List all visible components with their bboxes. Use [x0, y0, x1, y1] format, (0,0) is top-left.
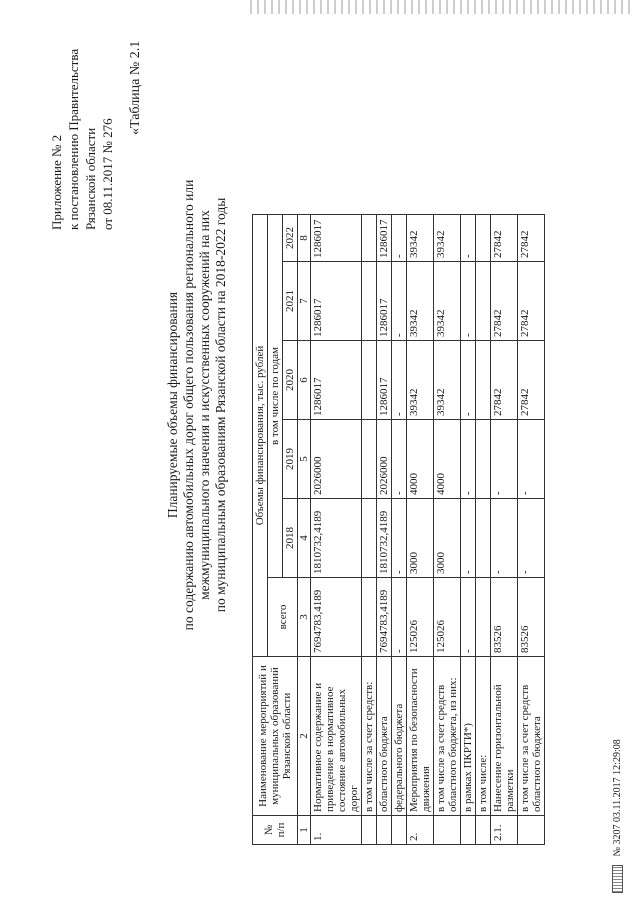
- table-row: [491, 215, 518, 845]
- table-cell-y2021: [362, 262, 377, 341]
- table-cell-no: [518, 816, 545, 845]
- table-cell-y2019: 2026000: [377, 420, 392, 499]
- table-cell-y2019: 4000: [434, 420, 461, 499]
- table-cell-y2019: 4000: [407, 420, 434, 499]
- header-year: 2018: [283, 499, 298, 578]
- table-cell-y2021: 39342: [407, 262, 434, 341]
- table-cell-name: в том числе:: [476, 657, 491, 816]
- table-cell-y2021: 39342: [434, 262, 461, 341]
- column-number: 1: [298, 816, 311, 845]
- appendix-line: Приложение № 2: [49, 134, 64, 230]
- table-cell-y2022: 1286017: [377, 215, 392, 262]
- table-cell-y2019: 2026000: [311, 420, 362, 499]
- table-row: [392, 215, 407, 845]
- table-cell-total: -: [392, 578, 407, 657]
- table-cell-y2019: [362, 420, 377, 499]
- table-cell-y2019: -: [518, 420, 545, 499]
- table-body: [311, 215, 545, 845]
- table-cell-total: 83526: [491, 578, 518, 657]
- table-row: [377, 215, 392, 845]
- table-row: [461, 215, 476, 845]
- heading-line: межмуниципального значения и искусственных сооружений на них: [197, 210, 212, 600]
- table-row: [434, 215, 461, 845]
- table-cell-y2018: [362, 499, 377, 578]
- table-cell-y2020: [476, 341, 491, 420]
- heading-line: по содержанию автомобильных дорог общего пользования регионального или: [181, 179, 196, 631]
- table-cell-y2020: [362, 341, 377, 420]
- table-cell-y2022: 39342: [407, 215, 434, 262]
- table-cell-y2019: -: [461, 420, 476, 499]
- table-cell-y2021: -: [461, 262, 476, 341]
- table-cell-no: [362, 816, 377, 845]
- table-cell-total: 7694783,4189: [311, 578, 362, 657]
- table-cell-name: в том числе за счет средств:: [362, 657, 377, 816]
- table-cell-y2021: [476, 262, 491, 341]
- barcode-stamp-icon: [612, 865, 623, 893]
- column-number: 7: [298, 262, 311, 341]
- table-cell-total: [476, 578, 491, 657]
- table-cell-name: Нанесение горизонтальной разметки: [491, 657, 518, 816]
- table-cell-y2021: 27842: [518, 262, 545, 341]
- table-cell-total: 125026: [407, 578, 434, 657]
- table-cell-name: в том числе за счет средств областного бюджета: [518, 657, 545, 816]
- table-cell-y2022: [476, 215, 491, 262]
- table-cell-y2018: -: [392, 499, 407, 578]
- appendix-line: от 08.11.2017 № 276: [100, 118, 115, 230]
- table-cell-y2021: -: [392, 262, 407, 341]
- table-cell-y2022: 27842: [518, 215, 545, 262]
- document-footer: [612, 633, 623, 893]
- column-number: 8: [298, 215, 311, 262]
- table-row: [362, 215, 377, 845]
- table-cell-total: -: [461, 578, 476, 657]
- table-cell-total: 83526: [518, 578, 545, 657]
- table-label: «Таблица № 2.1: [128, 40, 143, 135]
- table-cell-y2020: 27842: [491, 341, 518, 420]
- table-cell-no: 2.1.: [491, 816, 518, 845]
- table-cell-name: Мероприятия по безопасности движения: [407, 657, 434, 816]
- table-cell-y2021: 27842: [491, 262, 518, 341]
- header-volumes: Объемы финансирования, тыс. рублей: [253, 215, 268, 657]
- table-cell-y2018: 3000: [434, 499, 461, 578]
- table-cell-y2020: 1286017: [311, 341, 362, 420]
- header-year: 2022: [283, 215, 298, 262]
- registration-stamp: № 3207 03.11.2017 12:29:08: [612, 739, 623, 857]
- table-cell-y2018: -: [461, 499, 476, 578]
- header-no: № п/п: [253, 816, 298, 845]
- table-cell-y2019: [476, 420, 491, 499]
- table-cell-y2020: -: [392, 341, 407, 420]
- heading-line: Планируемые объемы финансирования: [165, 291, 180, 519]
- column-number: 6: [298, 341, 311, 420]
- table-cell-no: 1.: [311, 816, 362, 845]
- table-cell-y2020: 27842: [518, 341, 545, 420]
- table-row: [311, 215, 362, 845]
- table-cell-y2019: -: [491, 420, 518, 499]
- table-cell-y2021: 1286017: [377, 262, 392, 341]
- header-year: 2020: [283, 341, 298, 420]
- table-cell-y2022: [362, 215, 377, 262]
- appendix-block: [48, 0, 116, 230]
- table-cell-total: 125026: [434, 578, 461, 657]
- table-cell-no: 2.: [407, 816, 434, 845]
- table-cell-y2018: 3000: [407, 499, 434, 578]
- table-cell-no: [476, 816, 491, 845]
- table-cell-name: в том числе за счет средств областного бюджета, из них:: [434, 657, 461, 816]
- table-row: [407, 215, 434, 845]
- table-cell-y2022: -: [461, 215, 476, 262]
- column-number: 4: [298, 499, 311, 578]
- header-year: 2019: [283, 420, 298, 499]
- column-number: 2: [298, 657, 311, 816]
- table-row: [476, 215, 491, 845]
- table-cell-name: федерального бюджета: [392, 657, 407, 816]
- document-heading: [165, 95, 229, 715]
- table-cell-y2018: -: [518, 499, 545, 578]
- table-header-row: [253, 215, 268, 845]
- table-cell-total: [362, 578, 377, 657]
- header-year: 2021: [283, 262, 298, 341]
- table-cell-name: Нормативное содержание и приведение в нормативное состояние автомобильных дорог: [311, 657, 362, 816]
- table-cell-y2018: 1810732,4189: [377, 499, 392, 578]
- table-cell-no: [434, 816, 461, 845]
- table-cell-y2022: -: [392, 215, 407, 262]
- table-cell-y2018: 1810732,4189: [311, 499, 362, 578]
- appendix-line: к постановлению Правительства: [66, 48, 81, 230]
- table-cell-y2020: 39342: [434, 341, 461, 420]
- table-cell-y2022: 1286017: [311, 215, 362, 262]
- table-cell-y2018: [476, 499, 491, 578]
- table-cell-no: [377, 816, 392, 845]
- table-cell-y2018: -: [491, 499, 518, 578]
- table-cell-name: областного бюджета: [377, 657, 392, 816]
- header-by-years: в том числе по годам: [268, 215, 283, 578]
- table-cell-no: [392, 816, 407, 845]
- financing-table: [252, 214, 545, 845]
- table-cell-y2020: 39342: [407, 341, 434, 420]
- column-number-row: [298, 215, 311, 845]
- appendix-line: Рязанской области: [83, 127, 98, 230]
- table-cell-y2019: -: [392, 420, 407, 499]
- table-cell-y2022: 39342: [434, 215, 461, 262]
- table-row: [518, 215, 545, 845]
- table-cell-y2021: 1286017: [311, 262, 362, 341]
- table-cell-y2020: -: [461, 341, 476, 420]
- table-cell-total: 7694783,4189: [377, 578, 392, 657]
- table-cell-no: [461, 816, 476, 845]
- header-name: Наименование мероприятий и муниципальных образований Рязанской области: [253, 657, 298, 816]
- heading-line: по муниципальным образованиям Рязанской области на 2018-2022 годы: [213, 197, 228, 613]
- table-cell-y2020: 1286017: [377, 341, 392, 420]
- column-number: 5: [298, 420, 311, 499]
- table-cell-name: в рамках ПКРТИ*): [461, 657, 476, 816]
- table-cell-y2022: 27842: [491, 215, 518, 262]
- column-number: 3: [298, 578, 311, 657]
- header-total: всего: [268, 578, 298, 657]
